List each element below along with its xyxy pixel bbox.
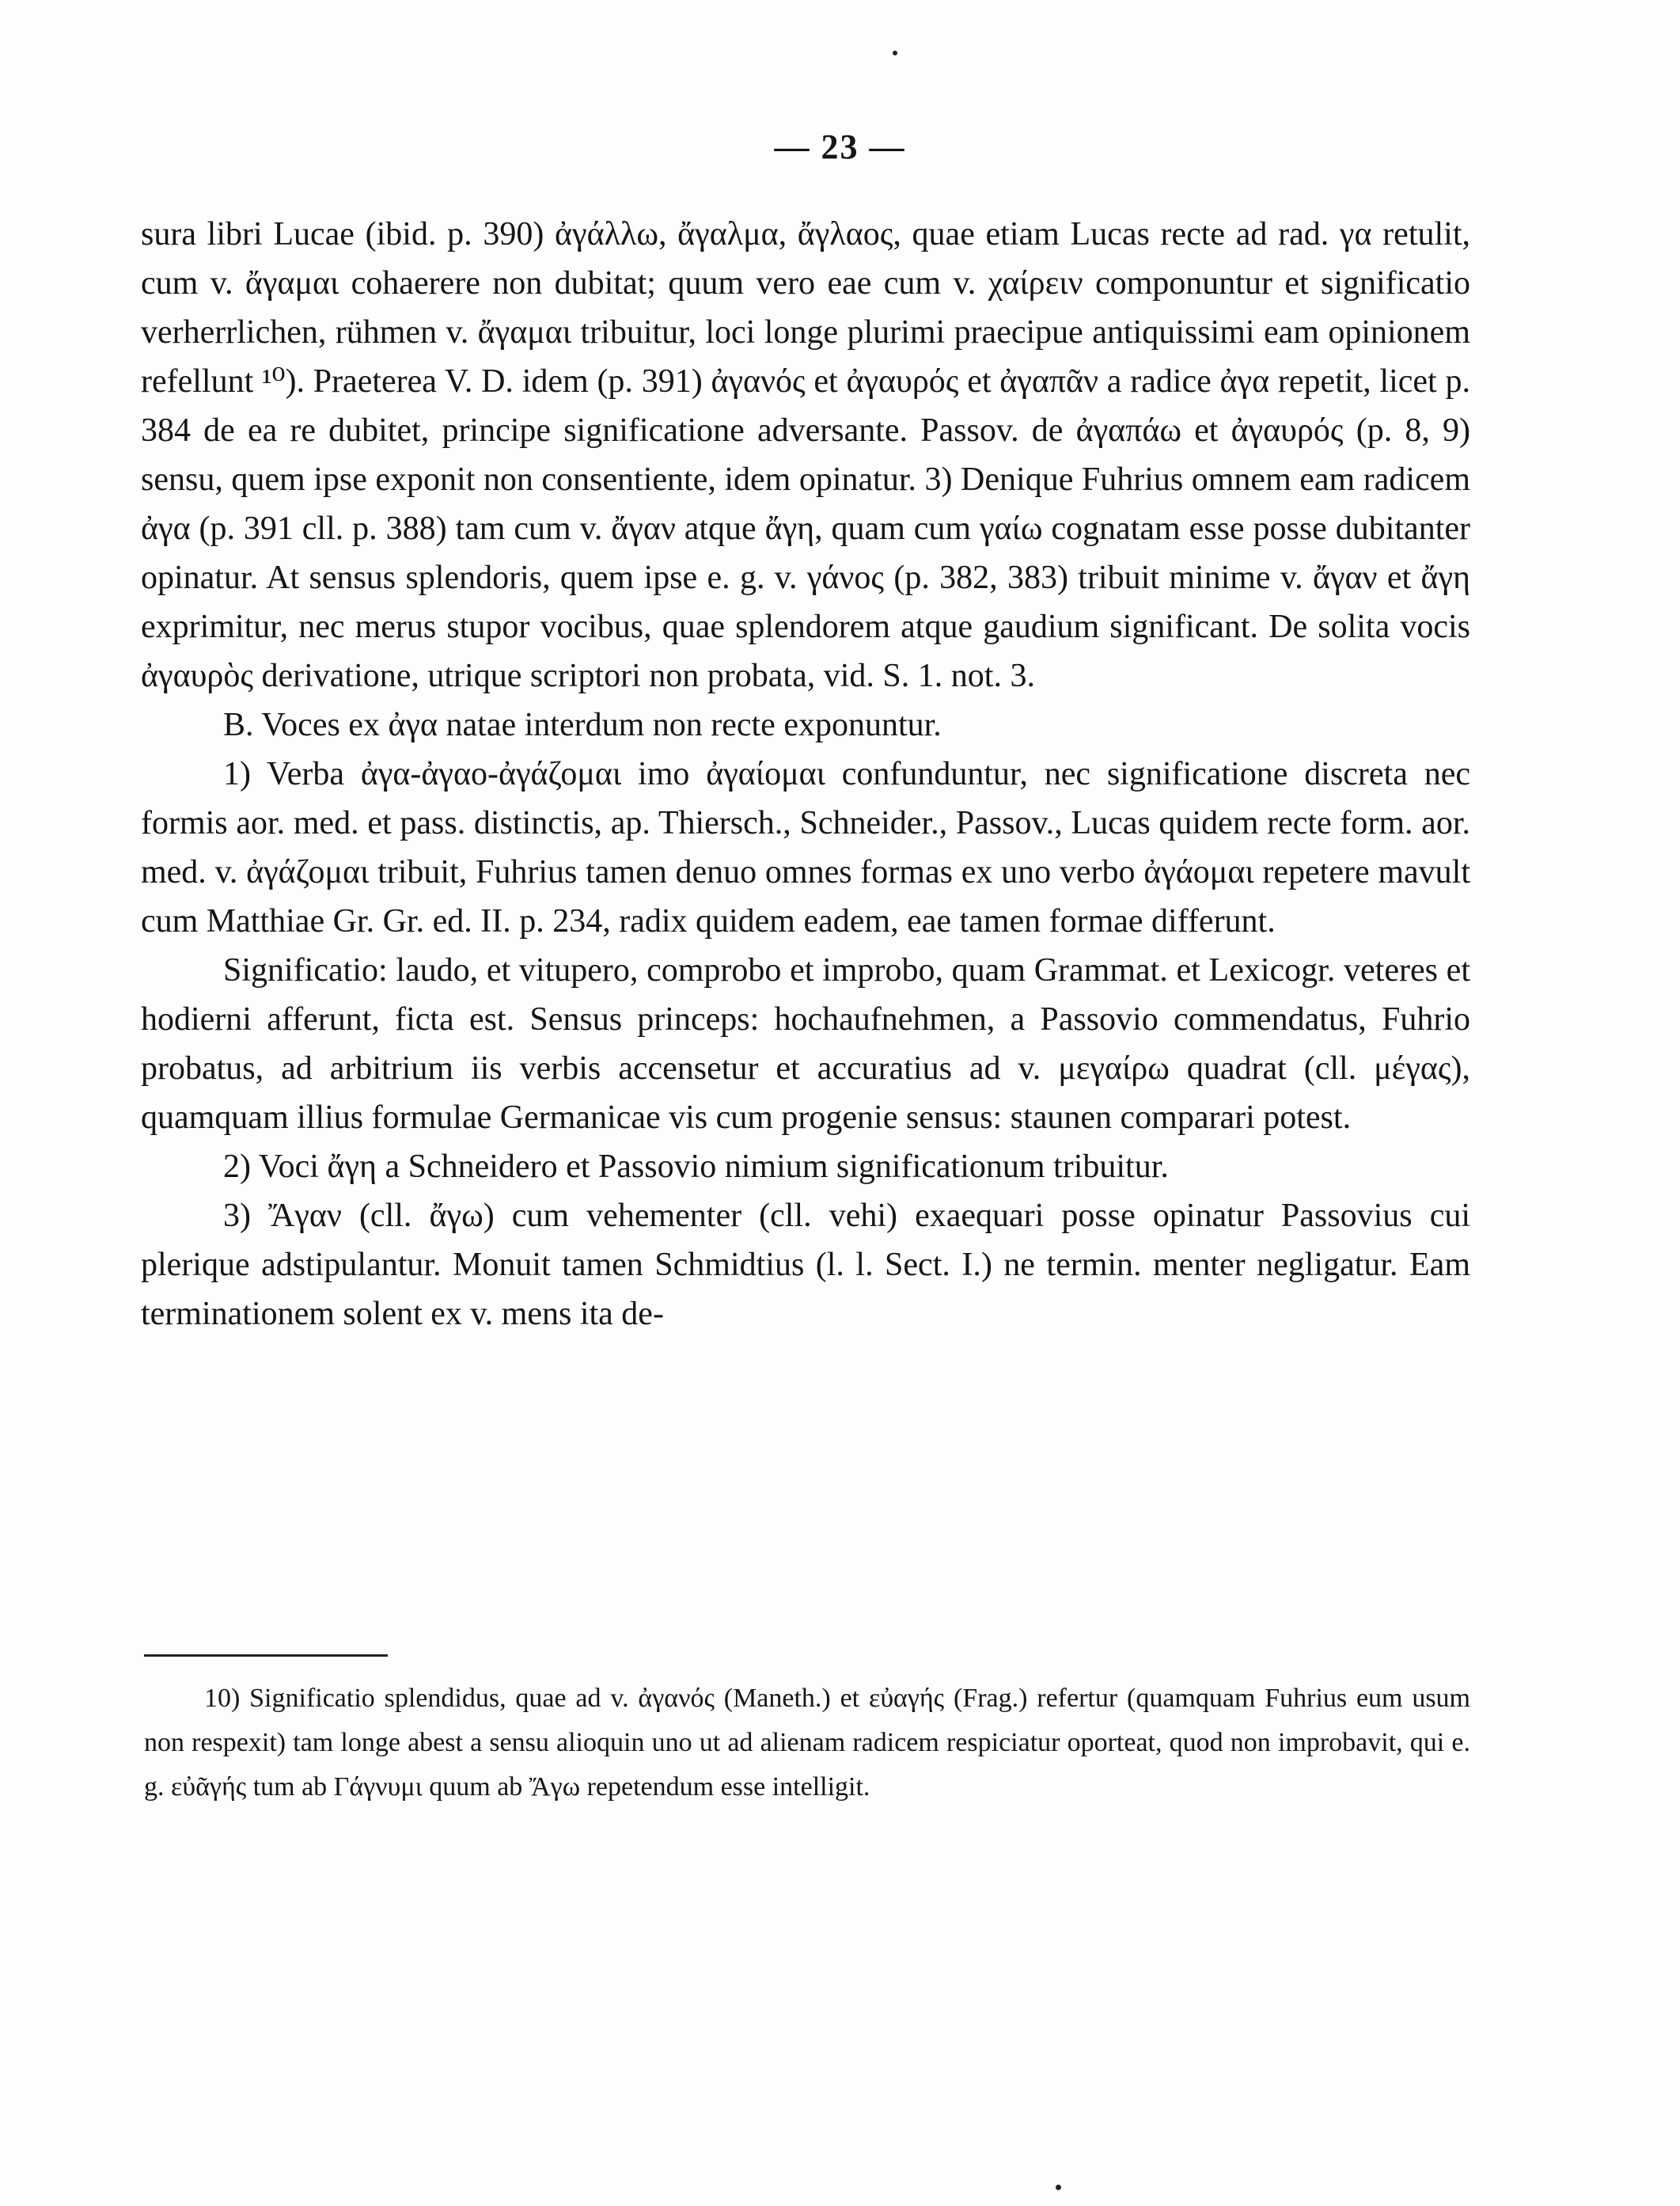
paragraph: 1) Verba ἀγα-ἀγαο-ἀγάζομαι imo ἀγαίομαι confunduntur, nec significatione discreta nec formis aor. med. et pass. distinctis, ap. Thiersch., Schneider., Passov., Lucas quidem recte form. aor. med. v. ἀγάζομαι tribuit, Fuhrius tamen denuo omnes formas ex uno verbo ἀγάομαι repetere mavult cum Matthiae Gr. Gr. ed. II. p. 234, radix quidem eadem, eae tamen formae differunt. — [141, 756, 1470, 940]
paragraph: 3) Ἄγαν (cll. ἄγω) cum vehementer (cll. vehi) exaequari posse opinatur Passovius cui plerique adstipulantur. Monuit tamen Schmidtius (l. l. Sect. I.) ne termin. menter negligatur. Eam terminationem solent ex v. mens ita de- — [141, 1198, 1470, 1332]
paper-speck — [893, 51, 897, 55]
paper-speck — [1056, 2185, 1061, 2190]
footnote-separator — [144, 1654, 388, 1657]
paragraph: Significatio: laudo, et vitupero, comprobo et improbo, quam Grammat. et Lexicogr. veteres et hodierni afferunt, ficta est. Sensus princeps: hochaufnehmen, a Passovio commendatus, Fuhrio probatus, ad arbitrium iis verbis accensetur et accuratius ad v. μεγαίρω quadrat (cll. μέγας), quamquam illius formulae Germanicae vis cum progenie sensus: staunen comparari potest. — [141, 952, 1470, 1136]
footnote-text: 10) Significatio splendidus, quae ad v. ἀγανός (Maneth.) et εὐαγής (Frag.) refertur (quamquam Fuhrius eum usum non respexit) tam longe abest a sensu alioquin uno ut ad alienam radicem respiciatur oporteat, quod non improbavit, qui e. g. εὐᾶγής tum ab Γάγνυμι quum ab Ἄγω repetendum esse intelligit. — [144, 1684, 1470, 1802]
page-number: — 23 — — [774, 127, 906, 166]
footnote — [144, 1676, 1470, 1809]
main-text — [141, 210, 1470, 1338]
paragraph: sura libri Lucae (ibid. p. 390) ἀγάλλω, ἄγαλμα, ἄγλαος, quae etiam Lucas recte ad rad. γα retulit, cum v. ἄγαμαι cohaerere non dubitat; quum vero eae cum v. χαίρειν componuntur et significatio verherrlichen, rühmen v. ἄγαμαι tribuitur, loci longe plurimi praecipue antiquissimi eam opinionem refellunt ¹⁰). Praeterea V. D. idem (p. 391) ἀγανός et ἀγαυρός et ἀγαπᾶν a radice ἀγα repetit, licet p. 384 de ea re dubitet, principe significatione adversante. Passov. de ἀγαπάω et ἀγαυρός (p. 8, 9) sensu, quem ipse exponit non consentiente, idem opinatur. 3) Denique Fuhrius omnem eam radicem ἀγα (p. 391 cll. p. 388) tam cum v. ἄγαν atque ἄγη, quam cum γαίω cognatam esse posse dubitanter opinatur. At sensus splendoris, quem ipse e. g. v. γάνος (p. 382, 383) tribuit minime v. ἄγαν et ἄγη exprimitur, nec merus stupor vocibus, quae splendorem atque gaudium significant. De solita vocis ἀγαυρὸς derivatione, utrique scriptori non probata, vid. S. 1. not. 3. — [141, 216, 1470, 694]
paragraph: B. Voces ex ἀγα natae interdum non recte exponuntur. — [223, 707, 942, 743]
paragraph: 2) Voci ἄγη a Schneidero et Passovio nimium significationum tribuitur. — [223, 1149, 1169, 1185]
